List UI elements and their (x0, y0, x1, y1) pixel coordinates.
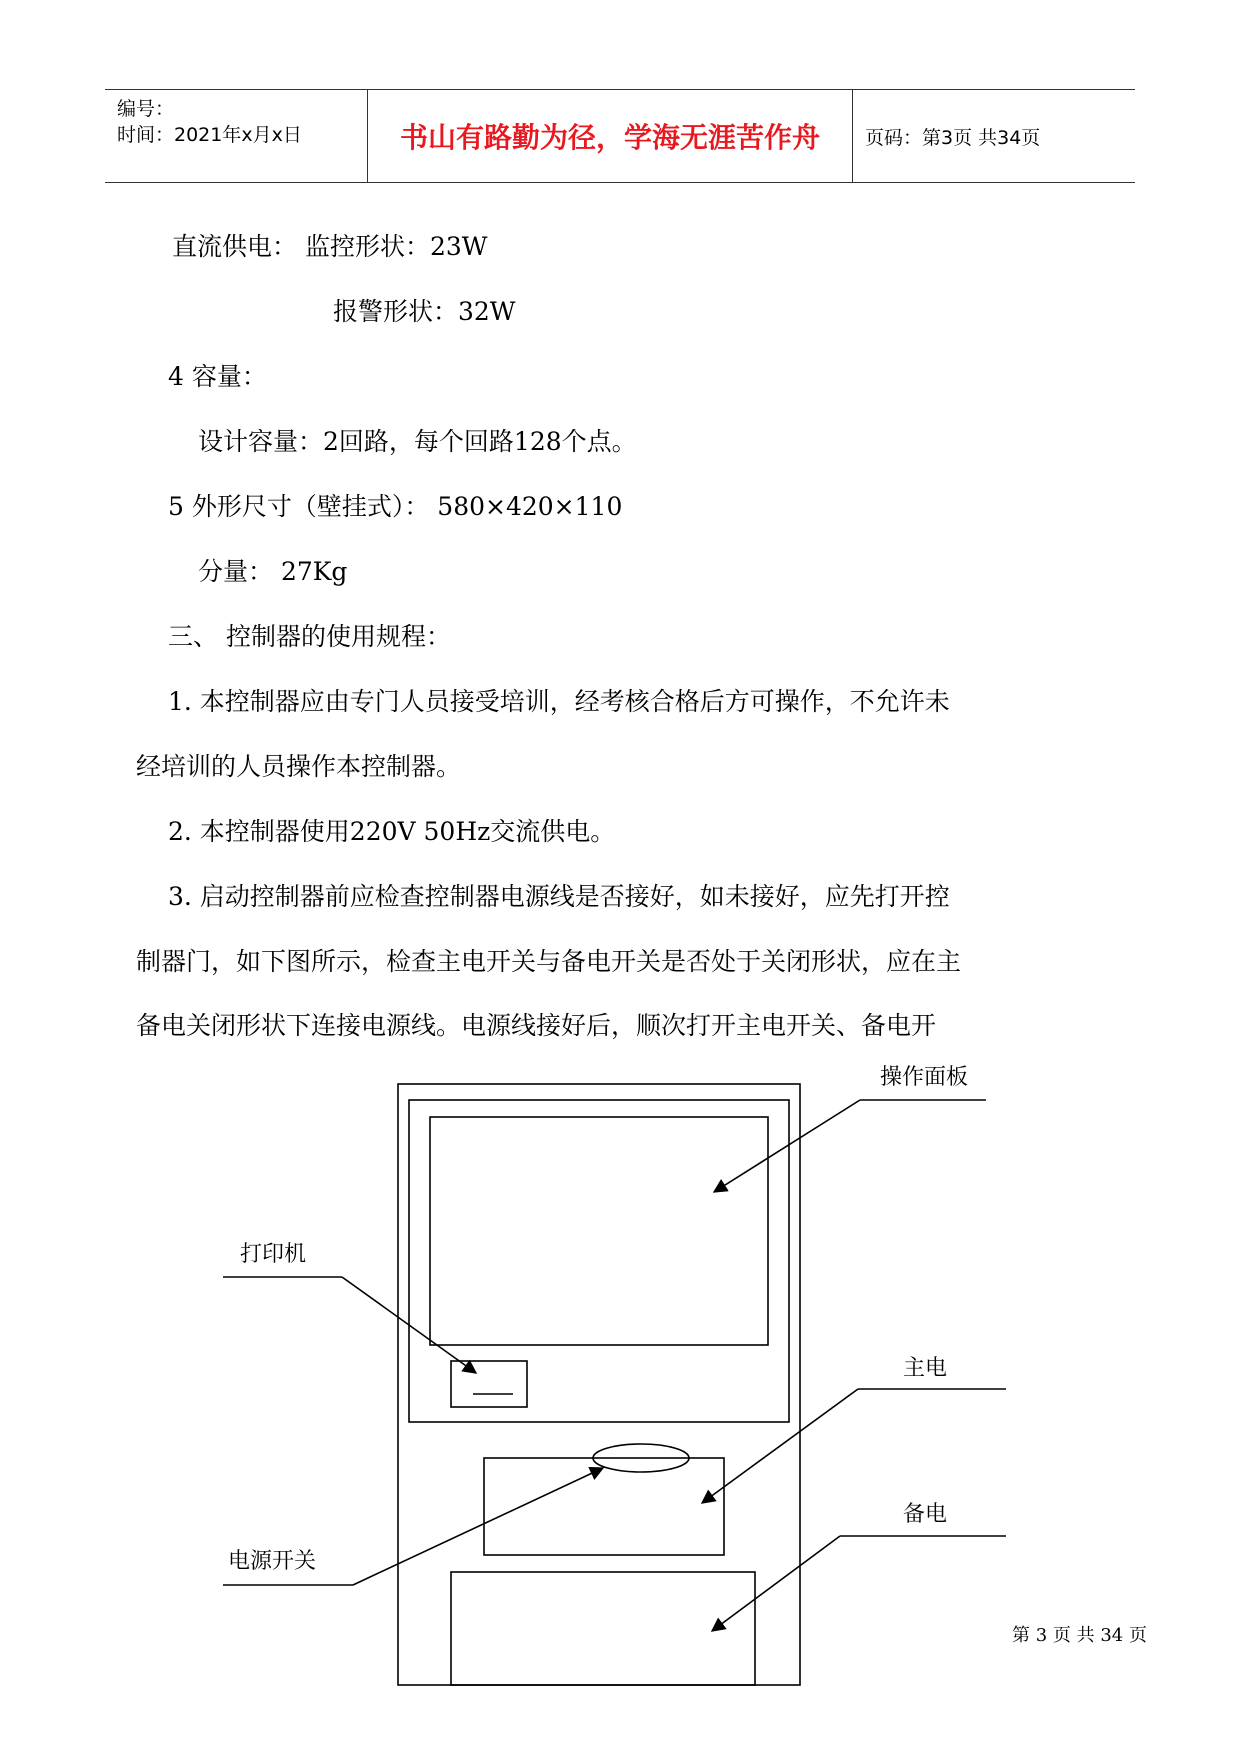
backup-power-arrow (712, 1536, 840, 1631)
text-line-4: 设计容量：2回路，每个回路128个点。 (198, 427, 637, 456)
text-line-1: 直流供电： 监控形状：23W (172, 232, 488, 261)
text-line-2: 报警形状：32W (333, 297, 516, 326)
label-main-power: 主电 (903, 1356, 948, 1381)
label-operation-panel: 操作面板 (880, 1065, 969, 1090)
power-switch-arrow (353, 1468, 603, 1585)
text-line-12: 制器门，如下图所示，检查主电开关与备电开关是否处于关闭形状，应在主 (136, 947, 962, 976)
text-line-3: 4 容量： (168, 362, 267, 391)
label-power-switch: 电源开关 (228, 1549, 317, 1574)
page-footer: 第 3 页 共 34 页 (1012, 1625, 1147, 1646)
text-line-9: 经培训的人员操作本控制器。 (136, 752, 462, 781)
text-line-6: 分量： 27Kg (198, 557, 348, 586)
serial-number-label: 编号： (117, 98, 175, 120)
operation-panel-screen (430, 1117, 768, 1345)
label-backup-power: 备电 (903, 1502, 948, 1527)
main-power-arrow (702, 1389, 858, 1503)
time-label: 时间：2021年x月x日 (117, 124, 302, 146)
upper-panel-frame (409, 1100, 789, 1422)
printer-box (451, 1361, 527, 1407)
label-printer: 打印机 (240, 1242, 307, 1267)
operation-panel-arrow (714, 1100, 860, 1192)
header-slogan: 书山有路勤为径，学海无涯苦作舟 (368, 90, 853, 182)
text-line-5: 5 外形尺寸（壁挂式）： 580×420×110 (168, 492, 623, 521)
text-line-13: 备电关闭形状下连接电源线。电源线接好后，顺次打开主电开关、备电开 (136, 1011, 937, 1040)
text-line-8: 1. 本控制器应由专门人员接受培训，经考核合格后方可操作，不允许未 (168, 687, 950, 716)
backup-power-box (451, 1572, 755, 1685)
text-line-7: 三、 控制器的使用规程： (168, 622, 451, 651)
header-page-info: 页码：第3页 共34页 (865, 126, 1041, 149)
text-line-10: 2. 本控制器使用220V 50Hz交流供电。 (168, 817, 616, 846)
text-line-11: 3. 启动控制器前应检查控制器电源线是否接好，如未接好，应先打开控 (168, 882, 950, 911)
controller-cabinet (398, 1084, 800, 1685)
